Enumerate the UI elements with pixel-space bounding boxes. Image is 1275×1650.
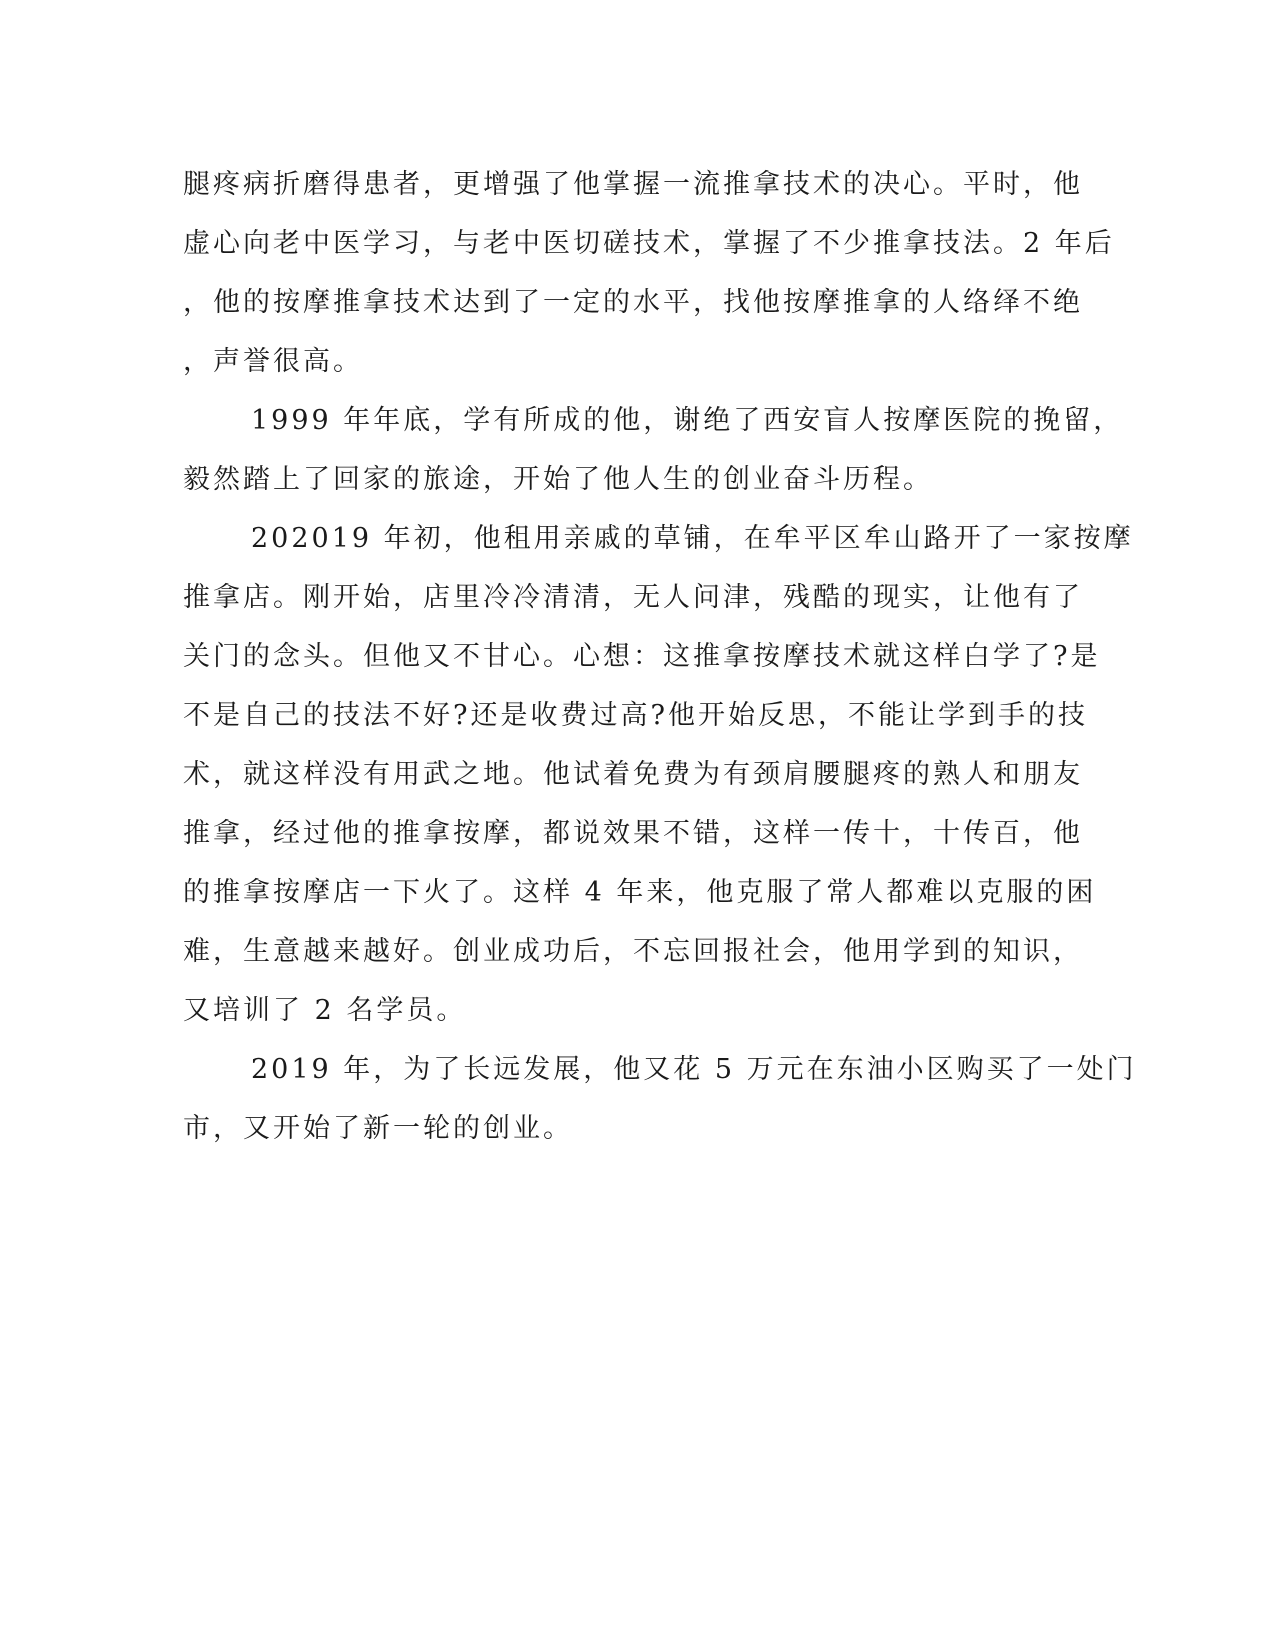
- text-line: ，他的按摩推拿技术达到了一定的水平，找他按摩推拿的人络绎不绝: [183, 287, 1083, 318]
- paragraph: [183, 391, 1124, 509]
- text-line: 又培训了 2 名学员。: [183, 995, 467, 1026]
- text-line: 关门的念头。但他又不甘心。心想：这推拿按摩技术就这样白学了?是: [183, 641, 1101, 672]
- text-line: 市，又开始了新一轮的创业。: [183, 1113, 573, 1144]
- text-line: 腿疼病折磨得患者，更增强了他掌握一流推拿技术的决心。平时，他: [183, 169, 1083, 200]
- body-text: [183, 155, 1137, 1158]
- text-line: 难，生意越来越好。创业成功后，不忘回报社会，他用学到的知识，: [183, 936, 1083, 967]
- text-line: ，声誉很高。: [183, 346, 363, 377]
- paragraph: [183, 509, 1134, 1040]
- text-line: 推拿，经过他的推拿按摩，都说效果不错，这样一传十，十传百，他: [183, 818, 1083, 849]
- text-line: 1999 年年底，学有所成的他，谢绝了西安盲人按摩医院的挽留，: [251, 405, 1124, 436]
- text-line: 202019 年初，他租用亲戚的草铺，在牟平区牟山路开了一家按摩: [251, 523, 1134, 554]
- text-line: 2019 年，为了长远发展，他又花 5 万元在东油小区购买了一处门: [251, 1054, 1137, 1085]
- paragraph: [183, 1040, 1137, 1158]
- text-line: 不是自己的技法不好?还是收费过高?他开始反思，不能让学到手的技: [183, 700, 1088, 731]
- text-line: 推拿店。刚开始，店里冷冷清清，无人问津，残酷的现实，让他有了: [183, 582, 1083, 613]
- text-line: 毅然踏上了回家的旅途，开始了他人生的创业奋斗历程。: [183, 464, 933, 495]
- paragraph: [183, 155, 1115, 391]
- text-line: 的推拿按摩店一下火了。这样 4 年来，他克服了常人都难以克服的困: [183, 877, 1097, 908]
- text-line: 术，就这样没有用武之地。他试着免费为有颈肩腰腿疼的熟人和朋友: [183, 759, 1083, 790]
- text-line: 虚心向老中医学习，与老中医切磋技术，掌握了不少推拿技法。2 年后: [183, 228, 1115, 259]
